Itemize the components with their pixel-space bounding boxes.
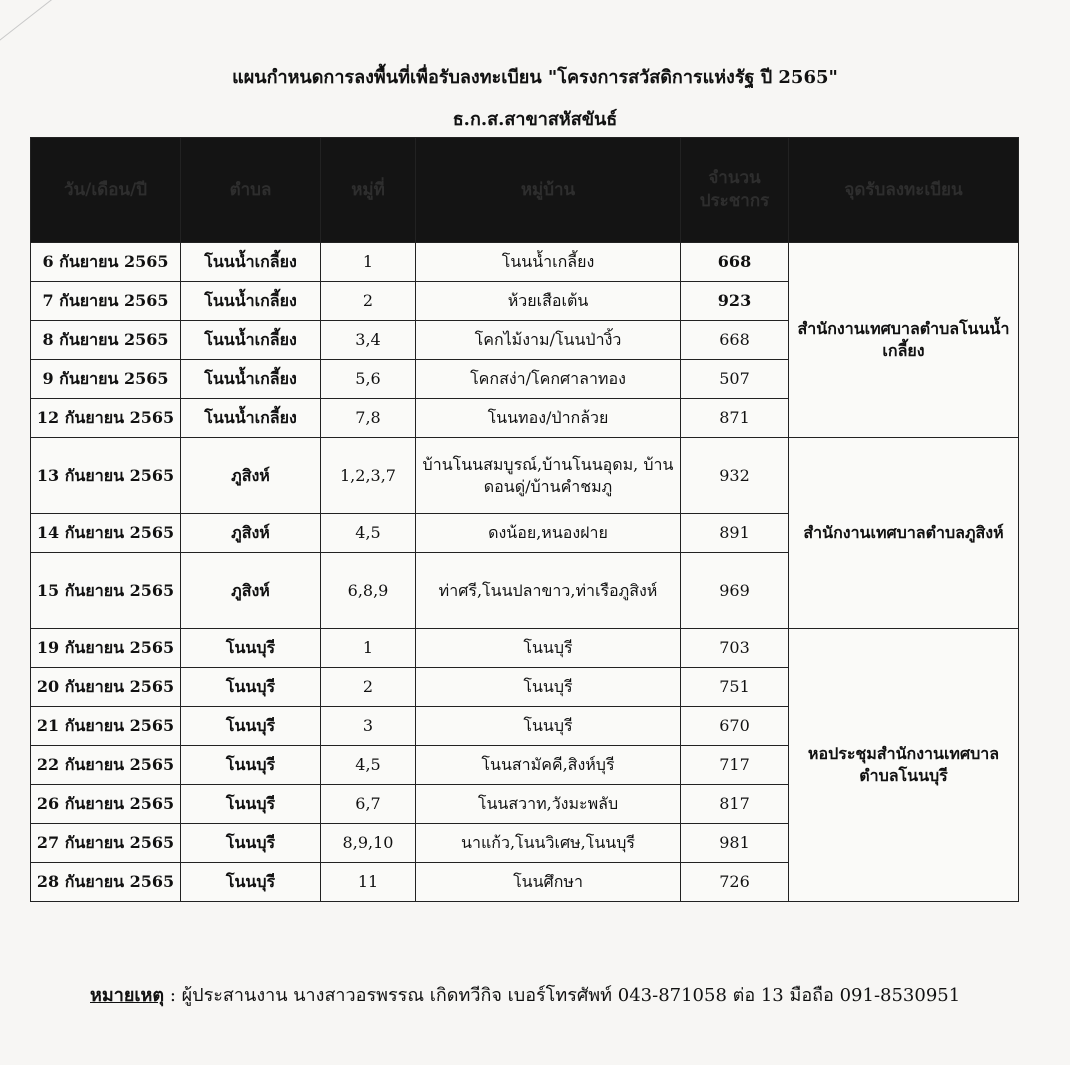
cell-subdistrict: โนนน้ำเกลี้ยง bbox=[181, 321, 321, 360]
cell-population: 507 bbox=[681, 360, 789, 399]
cell-village: โนนสวาท,วังมะพลับ bbox=[416, 785, 681, 824]
cell-population: 871 bbox=[681, 399, 789, 438]
document-title: แผนกำหนดการลงพื้นที่เพื่อรับลงทะเบียน "โครงการสวัสดิการแห่งรัฐ ปี 2565" bbox=[232, 67, 838, 88]
cell-moo: 4,5 bbox=[321, 514, 416, 553]
cell-population: 969 bbox=[681, 553, 789, 629]
cell-population: 891 bbox=[681, 514, 789, 553]
cell-moo: 1 bbox=[321, 629, 416, 668]
cell-date: 28 กันยายน 2565 bbox=[31, 863, 181, 902]
cell-village: ดงน้อย,หนองฝาย bbox=[416, 514, 681, 553]
header-location: จุดรับลงทะเบียน bbox=[789, 138, 1019, 243]
cell-date: 13 กันยายน 2565 bbox=[31, 438, 181, 514]
cell-subdistrict: โนนน้ำเกลี้ยง bbox=[181, 360, 321, 399]
cell-village: บ้านโนนสมบูรณ์,บ้านโนนอุดม, บ้านดอนดู่/บ้านคำชมภู bbox=[416, 438, 681, 514]
cell-village: โนนบุรี bbox=[416, 629, 681, 668]
cell-subdistrict: โนนบุรี bbox=[181, 707, 321, 746]
cell-population: 703 bbox=[681, 629, 789, 668]
cell-village: โคกไม้งาม/โนนป่างิ้ว bbox=[416, 321, 681, 360]
cell-population: 668 bbox=[681, 321, 789, 360]
cell-location-3: หอประชุมสำนักงานเทศบาลตำบลโนนบุรี bbox=[789, 629, 1019, 902]
cell-date: 8 กันยายน 2565 bbox=[31, 321, 181, 360]
table-row bbox=[31, 629, 1019, 668]
cell-date: 6 กันยายน 2565 bbox=[31, 243, 181, 282]
paper-fold-line bbox=[0, 0, 130, 56]
header-village: หมู่บ้าน bbox=[416, 138, 681, 243]
schedule-table bbox=[30, 137, 1019, 902]
cell-moo: 3,4 bbox=[321, 321, 416, 360]
cell-date: 7 กันยายน 2565 bbox=[31, 282, 181, 321]
table-header-row bbox=[31, 138, 1019, 243]
table-row bbox=[31, 243, 1019, 282]
footnote-text: : ผู้ประสานงาน นางสาวอรพรรณ เกิดทวีกิจ เบอร์โทรศัพท์ 043-871058 ต่อ 13 มือถือ 091-8530951 bbox=[169, 985, 961, 1006]
cell-village: โนนทอง/ป่ากล้วย bbox=[416, 399, 681, 438]
cell-subdistrict: โนนน้ำเกลี้ยง bbox=[181, 282, 321, 321]
cell-moo: 6,7 bbox=[321, 785, 416, 824]
cell-population: 981 bbox=[681, 824, 789, 863]
cell-date: 22 กันยายน 2565 bbox=[31, 746, 181, 785]
cell-date: 20 กันยายน 2565 bbox=[31, 668, 181, 707]
cell-village: ท่าศรี,โนนปลาขาว,ท่าเรือภูสิงห์ bbox=[416, 553, 681, 629]
cell-subdistrict: โนนบุรี bbox=[181, 863, 321, 902]
cell-population: 932 bbox=[681, 438, 789, 514]
cell-population: 817 bbox=[681, 785, 789, 824]
header-subdistrict: ตำบล bbox=[181, 138, 321, 243]
cell-moo: 4,5 bbox=[321, 746, 416, 785]
cell-population: 717 bbox=[681, 746, 789, 785]
cell-moo: 1,2,3,7 bbox=[321, 438, 416, 514]
cell-moo: 5,6 bbox=[321, 360, 416, 399]
header-date: วัน/เดือน/ปี bbox=[31, 138, 181, 243]
cell-subdistrict: โนนบุรี bbox=[181, 668, 321, 707]
cell-village: โนนบุรี bbox=[416, 668, 681, 707]
cell-subdistrict: โนนบุรี bbox=[181, 629, 321, 668]
cell-moo: 11 bbox=[321, 863, 416, 902]
cell-moo: 6,8,9 bbox=[321, 553, 416, 629]
cell-population: 751 bbox=[681, 668, 789, 707]
cell-population: 668 bbox=[681, 243, 789, 282]
cell-village: โนนสามัคคี,สิงห์บุรี bbox=[416, 746, 681, 785]
cell-population: 726 bbox=[681, 863, 789, 902]
cell-subdistrict: ภูสิงห์ bbox=[181, 514, 321, 553]
cell-village: นาแก้ว,โนนวิเศษ,โนนบุรี bbox=[416, 824, 681, 863]
cell-village: โนนบุรี bbox=[416, 707, 681, 746]
cell-date: 19 กันยายน 2565 bbox=[31, 629, 181, 668]
cell-village: โนนน้ำเกลี้ยง bbox=[416, 243, 681, 282]
cell-moo: 1 bbox=[321, 243, 416, 282]
cell-village: โคกสง่า/โคกศาลาทอง bbox=[416, 360, 681, 399]
footnote-label: หมายเหตุ bbox=[90, 985, 165, 1006]
header-population: จำนวนประชากร bbox=[681, 138, 789, 243]
cell-moo: 2 bbox=[321, 282, 416, 321]
cell-population: 923 bbox=[681, 282, 789, 321]
cell-village: ห้วยเสือเต้น bbox=[416, 282, 681, 321]
cell-location-1: สำนักงานเทศบาลตำบลโนนน้ำเกลี้ยง bbox=[789, 243, 1019, 438]
cell-date: 12 กันยายน 2565 bbox=[31, 399, 181, 438]
cell-date: 9 กันยายน 2565 bbox=[31, 360, 181, 399]
cell-date: 15 กันยายน 2565 bbox=[31, 553, 181, 629]
cell-population: 670 bbox=[681, 707, 789, 746]
cell-subdistrict: โนนบุรี bbox=[181, 824, 321, 863]
cell-village: โนนศึกษา bbox=[416, 863, 681, 902]
cell-subdistrict: โนนบุรี bbox=[181, 746, 321, 785]
cell-moo: 2 bbox=[321, 668, 416, 707]
footnote bbox=[90, 980, 960, 1009]
cell-location-2: สำนักงานเทศบาลตำบลภูสิงห์ bbox=[789, 438, 1019, 629]
cell-moo: 7,8 bbox=[321, 399, 416, 438]
cell-subdistrict: โนนน้ำเกลี้ยง bbox=[181, 399, 321, 438]
cell-date: 14 กันยายน 2565 bbox=[31, 514, 181, 553]
cell-date: 26 กันยายน 2565 bbox=[31, 785, 181, 824]
table-row bbox=[31, 438, 1019, 514]
cell-subdistrict: ภูสิงห์ bbox=[181, 553, 321, 629]
header-moo: หมู่ที่ bbox=[321, 138, 416, 243]
cell-subdistrict: โนนน้ำเกลี้ยง bbox=[181, 243, 321, 282]
cell-moo: 8,9,10 bbox=[321, 824, 416, 863]
cell-subdistrict: โนนบุรี bbox=[181, 785, 321, 824]
cell-moo: 3 bbox=[321, 707, 416, 746]
document-subtitle: ธ.ก.ส.สาขาสหัสขันธ์ bbox=[452, 109, 618, 130]
cell-date: 27 กันยายน 2565 bbox=[31, 824, 181, 863]
cell-date: 21 กันยายน 2565 bbox=[31, 707, 181, 746]
cell-subdistrict: ภูสิงห์ bbox=[181, 438, 321, 514]
